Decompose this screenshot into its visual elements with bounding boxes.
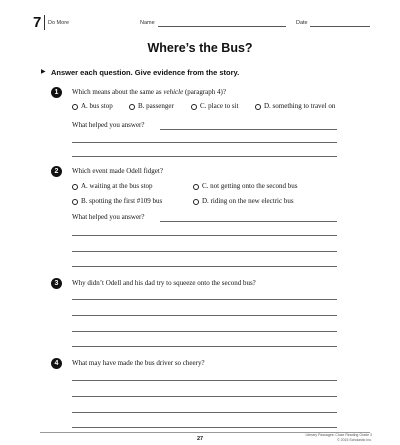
radio-button[interactable] bbox=[72, 184, 78, 190]
answer-line[interactable] bbox=[72, 235, 337, 236]
question-1-text bbox=[72, 88, 226, 97]
question-1-keyword: vehicle bbox=[163, 88, 184, 96]
answer-line[interactable] bbox=[72, 142, 337, 143]
question-4-text: What may have made the bus driver so cheery? bbox=[72, 359, 205, 367]
footer-credit bbox=[250, 433, 372, 442]
q2-option-d[interactable] bbox=[193, 197, 294, 206]
instruction-text: Answer each question. Give evidence from the story. bbox=[51, 68, 240, 77]
q1-helped-label: What helped you answer? bbox=[72, 121, 145, 129]
radio-button[interactable] bbox=[193, 199, 199, 205]
radio-button[interactable] bbox=[193, 184, 199, 190]
question-1-text-start: Which means about the same as bbox=[72, 88, 164, 96]
option-label: A. bus stop bbox=[81, 102, 113, 110]
name-label: Name bbox=[140, 20, 155, 26]
answer-line[interactable] bbox=[72, 251, 337, 252]
question-number-1: 1 bbox=[51, 87, 62, 98]
radio-button[interactable] bbox=[129, 104, 135, 110]
radio-button[interactable] bbox=[72, 199, 78, 205]
option-label: C. not getting onto the second bus bbox=[202, 182, 298, 190]
radio-button[interactable] bbox=[191, 104, 197, 110]
question-1-text-end: (paragraph 4)? bbox=[183, 88, 226, 96]
q2-option-a[interactable] bbox=[72, 182, 153, 191]
question-number-4: 4 bbox=[51, 358, 62, 369]
question-number-2: 2 bbox=[51, 166, 62, 177]
q1-option-b[interactable] bbox=[129, 102, 174, 111]
answer-line[interactable] bbox=[72, 299, 337, 300]
credit-line-2: © 2015 Scholastic Inc. bbox=[337, 437, 372, 442]
date-label: Date bbox=[296, 20, 308, 26]
answer-line[interactable] bbox=[72, 331, 337, 332]
option-label: A. waiting at the bus stop bbox=[81, 182, 153, 190]
q1-option-d[interactable] bbox=[255, 102, 335, 111]
header-divider bbox=[44, 15, 45, 30]
question-number-3: 3 bbox=[51, 278, 62, 289]
radio-button[interactable] bbox=[255, 104, 261, 110]
option-label: B. spotting the first #109 bus bbox=[81, 197, 163, 205]
answer-line[interactable] bbox=[72, 380, 337, 381]
option-label: D. riding on the new electric bus bbox=[202, 197, 294, 205]
option-label: C. place to sit bbox=[200, 102, 239, 110]
answer-line[interactable] bbox=[160, 129, 337, 130]
answer-line[interactable] bbox=[72, 156, 337, 157]
q2-helped-label: What helped you answer? bbox=[72, 213, 145, 221]
answer-line[interactable] bbox=[72, 315, 337, 316]
worksheet-title: Where’s the Bus? bbox=[147, 41, 253, 55]
question-2-text: Which event made Odell fidget? bbox=[72, 167, 163, 175]
q2-option-b[interactable] bbox=[72, 197, 162, 206]
arrow-icon: ▶ bbox=[41, 69, 46, 75]
q1-option-a[interactable] bbox=[72, 102, 113, 111]
footer-page-number: 27 bbox=[196, 436, 204, 442]
q1-option-c[interactable] bbox=[191, 102, 239, 111]
answer-line[interactable] bbox=[72, 266, 337, 267]
section-label: Do More bbox=[48, 20, 70, 26]
question-3-text: Why didn’t Odell and his dad try to squeeze onto the second bus? bbox=[72, 279, 256, 287]
page-number: 7 bbox=[33, 14, 42, 31]
date-field[interactable] bbox=[310, 26, 370, 27]
answer-line[interactable] bbox=[72, 396, 337, 397]
answer-line[interactable] bbox=[72, 346, 337, 347]
name-field[interactable] bbox=[158, 26, 286, 27]
q2-option-c[interactable] bbox=[193, 182, 297, 191]
credit-line-1: Literary Passages: Close Reading Grade 3 bbox=[305, 433, 372, 437]
answer-line[interactable] bbox=[72, 427, 337, 428]
option-label: B. passenger bbox=[138, 102, 174, 110]
option-label: D. something to travel on bbox=[264, 102, 336, 110]
radio-button[interactable] bbox=[72, 104, 78, 110]
answer-line[interactable] bbox=[160, 221, 337, 222]
answer-line[interactable] bbox=[72, 412, 337, 413]
